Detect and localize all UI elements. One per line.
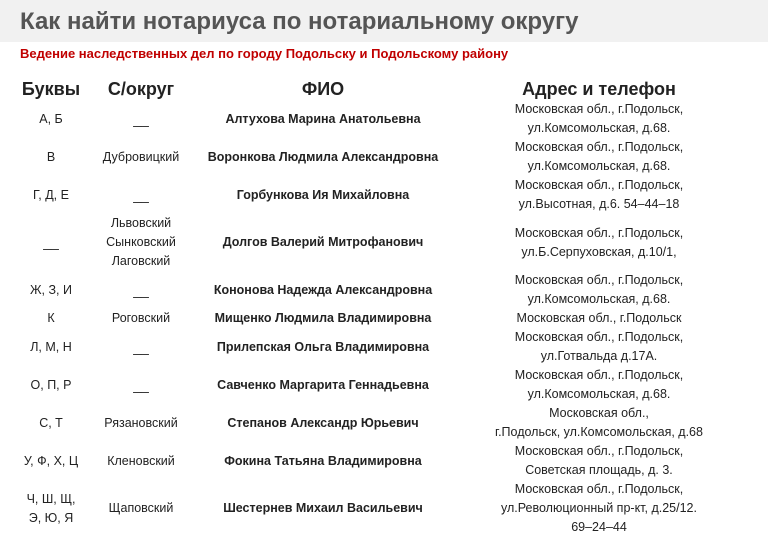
table-row xyxy=(12,309,744,328)
district-cell xyxy=(90,404,192,442)
address-cell xyxy=(454,138,744,176)
page-subtitle: Ведение наследственных дел по городу Подольску и Подольскому району xyxy=(20,46,509,61)
table-row xyxy=(12,214,744,271)
address-cell-line: ул.Высотная, д.6. 54–44–18 xyxy=(518,197,680,211)
address-cell-line: Московская обл., г.Подольск, xyxy=(514,178,684,192)
letters-cell-line: Ч, Ш, Щ, xyxy=(26,491,76,506)
address-cell-line: Московская обл., xyxy=(549,406,649,420)
letters-cell-line: К xyxy=(47,311,55,325)
notary-name: Шестернев Михаил Васильевич xyxy=(223,501,423,515)
address-cell xyxy=(454,271,744,309)
notary-name: Фокина Татьяна Владимировна xyxy=(224,453,422,468)
address-cell-line: Московская обл., г.Подольск, xyxy=(514,368,684,382)
table-row xyxy=(12,404,744,442)
district-cell xyxy=(90,328,192,366)
letters-cell-line: О, П, Р xyxy=(30,377,72,392)
district-cell xyxy=(90,309,192,328)
address-cell-line: ул.Комсомольская, д.68. xyxy=(527,387,671,401)
notary-name: Алтухова Марина Анатольевна xyxy=(225,111,421,126)
address-cell xyxy=(454,404,744,442)
address-cell-line: ул.Комсомольская, д.68. xyxy=(527,292,671,306)
district-cell xyxy=(90,176,192,214)
letters-cell-line: Л, М, Н xyxy=(30,339,72,354)
district-cell-line: Рязановский xyxy=(104,415,178,430)
header-address: Адрес и телефон xyxy=(522,78,676,99)
letters-cell-line: С, Т xyxy=(39,415,63,430)
address-cell xyxy=(454,309,744,328)
address-cell xyxy=(454,328,744,366)
letters-cell xyxy=(12,138,90,176)
page-title: Как найти нотариуса по нотариальному округу xyxy=(20,8,579,35)
district-cell-line: Сынковский xyxy=(106,235,176,249)
address-cell-line: Советская площадь, д. 3. xyxy=(525,463,673,477)
table-row xyxy=(12,271,744,309)
address-cell-line: Московская обл., г.Подольск, xyxy=(514,102,684,116)
table-row xyxy=(12,366,744,404)
address-cell-line: г.Подольск, ул.Комсомольская, д.68 xyxy=(495,425,703,439)
address-cell-line: ул.Б.Серпуховская, д.10/1, xyxy=(521,244,677,259)
table-row xyxy=(12,328,744,366)
letters-cell-line: В xyxy=(46,149,56,164)
letters-cell-line: Ж, З, И xyxy=(30,282,72,297)
address-cell-line: Московская обл., г.Подольск xyxy=(516,311,682,325)
letters-cell-line: Э, Ю, Я xyxy=(28,510,74,525)
district-cell xyxy=(90,138,192,176)
letters-cell xyxy=(12,366,90,404)
district-cell xyxy=(90,442,192,480)
address-cell-line: Московская обл., г.Подольск, xyxy=(514,225,684,240)
address-cell-line: 69–24–44 xyxy=(571,520,627,534)
table-row xyxy=(12,442,744,480)
notary-name: Савченко Маргарита Геннадьевна xyxy=(217,377,429,392)
district-cell-line: __ xyxy=(133,376,149,393)
district-cell xyxy=(90,214,192,271)
header-name: ФИО xyxy=(301,78,345,99)
district-cell-line: Дубровицкий xyxy=(102,149,180,164)
table-row xyxy=(12,100,744,138)
district-cell xyxy=(90,480,192,537)
address-cell-line: ул.Комсомольская, д.68. xyxy=(527,121,671,135)
address-cell-line: Московская обл., г.Подольск, xyxy=(514,444,684,458)
address-cell-line: Московская обл., г.Подольск, xyxy=(514,273,684,287)
letters-cell xyxy=(12,442,90,480)
address-cell xyxy=(454,366,744,404)
letters-cell xyxy=(12,271,90,309)
header-district: С/округ xyxy=(107,78,175,99)
district-cell-line: Лаговский xyxy=(111,254,171,268)
notary-name: Воронкова Людмила Александровна xyxy=(207,149,439,164)
table-row xyxy=(12,480,744,537)
notary-name: Прилепская Ольга Владимировна xyxy=(216,339,430,354)
district-cell-line: __ xyxy=(133,110,149,127)
table-header-row xyxy=(12,78,744,100)
letters-cell-line: А, Б xyxy=(39,111,63,126)
district-cell-line: __ xyxy=(133,338,149,355)
address-cell-line: Московская обл., г.Подольск, xyxy=(514,330,684,344)
letters-cell xyxy=(12,100,90,138)
letters-cell xyxy=(12,309,90,328)
district-cell xyxy=(90,271,192,309)
address-cell xyxy=(454,214,744,271)
district-cell-line: Львовский xyxy=(110,216,172,230)
letters-cell-line: __ xyxy=(43,234,59,250)
letters-cell-line: У, Ф, Х, Ц xyxy=(23,453,79,468)
address-cell xyxy=(454,100,744,138)
notary-table xyxy=(12,78,744,537)
table-body xyxy=(12,100,744,537)
district-cell-line: Щаповский xyxy=(108,501,174,515)
address-cell-line: ул.Комсомольская, д.68. xyxy=(527,159,671,173)
notary-name: Кононова Надежда Александровна xyxy=(213,282,433,297)
district-cell-line: __ xyxy=(133,281,149,298)
address-cell-line: ул.Революционный пр-кт, д.25/12. xyxy=(501,501,697,515)
table-row xyxy=(12,176,744,214)
letters-cell-line: Г, Д, Е xyxy=(33,187,69,202)
address-cell xyxy=(454,480,744,537)
address-cell xyxy=(454,442,744,480)
address-cell-line: ул.Готвальда д.17А. xyxy=(540,349,658,363)
letters-cell xyxy=(12,176,90,214)
notary-name: Долгов Валерий Митрофанович xyxy=(222,235,424,249)
address-cell xyxy=(454,176,744,214)
letters-cell xyxy=(12,214,90,271)
district-cell-line: __ xyxy=(133,186,149,203)
table-row xyxy=(12,138,744,176)
notary-name: Мищенко Людмила Владимировна xyxy=(214,311,432,325)
notary-name: Степанов Александр Юрьевич xyxy=(227,415,419,430)
district-cell-line: Кленовский xyxy=(107,453,175,468)
address-cell-line: Московская обл., г.Подольск, xyxy=(514,140,684,154)
address-cell-line: Московская обл., г.Подольск, xyxy=(514,482,684,496)
district-cell-line: Роговский xyxy=(111,311,171,325)
letters-cell xyxy=(12,328,90,366)
letters-cell xyxy=(12,480,90,537)
district-cell xyxy=(90,366,192,404)
header-letters: Буквы xyxy=(21,78,81,99)
notary-name: Горбункова Ия Михайловна xyxy=(236,187,410,202)
district-cell xyxy=(90,100,192,138)
letters-cell xyxy=(12,404,90,442)
